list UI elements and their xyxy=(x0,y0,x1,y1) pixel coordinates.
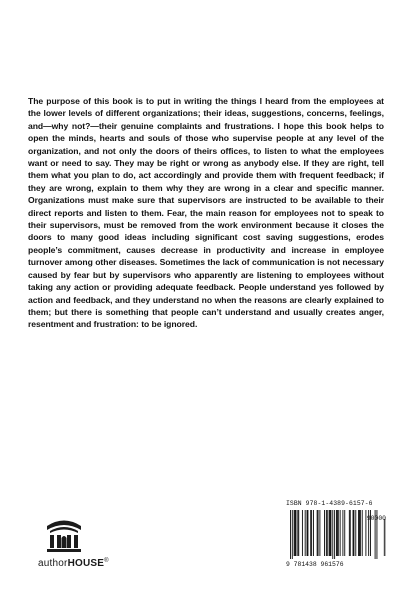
barcode-bar xyxy=(330,510,331,556)
registered-mark: ® xyxy=(104,558,109,564)
barcode-bar xyxy=(353,510,354,556)
barcode-bar xyxy=(362,510,363,556)
barcode-guard-bar xyxy=(290,510,291,559)
barcode-bar xyxy=(358,510,359,556)
barcode-bar xyxy=(318,510,319,556)
barcode-bar xyxy=(329,510,330,556)
publisher-imprint xyxy=(38,514,118,576)
barcode-bar xyxy=(317,510,318,556)
barcode-bar xyxy=(311,510,312,556)
isbn-barcode xyxy=(286,500,386,570)
publisher-name xyxy=(38,558,109,569)
barcode-bar xyxy=(319,510,320,556)
barcode-bar xyxy=(337,510,338,556)
barcode-bar xyxy=(327,510,328,556)
barcode-bar xyxy=(359,510,360,556)
barcode-bar xyxy=(350,510,351,556)
barcode-bar xyxy=(336,510,337,556)
back-cover-blurb: The purpose of this book is to put in writing the things I heard from the employees at the lower levels of different organizations; their ideas, suggestions, concerns, feelings, and—why not?—their genuine complaints and frustrations. I hope this book helps to open the minds, hearts and souls of those who supervise people at any level of the organization, and not only the doors of theirs offices, to listen to what the employees want or need to say. They may be right or wrong as anybody else. If they are right, tell them what you plan to do, act accordingly and provide them with frequent feedback; if they are wrong, explain to them why they are wrong in a clear and specific manner. Organizations must make sure that supervisors are instructed to be available to their direct reports and listen to them. Fear, the main reason for employees not to speak to their supervisors, must be removed from the work environment because it closes the doors to many good ideas including significant cost saving suggestions, erodes people’s commitment, causes decrease in productivity and increase in employee turnover among other diseases. Sometimes the lack of communication is not necessary caused by fear but by supervisors who apparently are listening to employees without taking any action or providing adequate feedback. People understand yes followed by action and feedback, and they understand no when the reasons are clearly explained to them; but there is something that people can’t understand and usually creates anger, resentment and frustration: to be ignored. xyxy=(28,96,384,330)
barcode-bar xyxy=(295,510,296,556)
barcode-bar xyxy=(360,510,361,556)
publisher-name-part2: HOUSE xyxy=(67,558,105,569)
barcode-bar xyxy=(302,510,303,556)
barcode-bar xyxy=(342,510,343,556)
barcode-bar xyxy=(353,510,354,556)
barcode-bar xyxy=(307,510,308,556)
barcode-bar xyxy=(297,510,298,556)
barcode-bar xyxy=(296,510,297,556)
barcode-bar xyxy=(340,510,341,556)
barcode-bar xyxy=(294,510,295,556)
building-logo-icon xyxy=(46,514,82,554)
barcode-bar xyxy=(307,510,308,556)
isbn-label: ISBN 978-1-4389-6157-6 xyxy=(286,500,373,507)
publisher-name-part1: author xyxy=(38,558,68,569)
barcode-bar xyxy=(349,510,350,556)
barcode-bar xyxy=(330,510,331,556)
ean-digits: 9 781438 961576 xyxy=(286,561,344,568)
barcode-bar xyxy=(298,510,299,556)
barcode-guard-bar xyxy=(332,510,333,559)
barcode-bar xyxy=(338,510,339,556)
barcode-bar xyxy=(305,510,306,556)
price-code: 90000 xyxy=(366,515,386,522)
barcode-bar xyxy=(324,510,325,556)
barcode-bar xyxy=(313,510,314,556)
barcode-bar xyxy=(355,510,356,556)
barcode-bar xyxy=(326,510,327,556)
addon-bar xyxy=(384,519,385,556)
barcode-guard-bar xyxy=(334,510,335,559)
barcode-bar xyxy=(310,510,311,556)
barcode-bar xyxy=(344,510,345,556)
barcode-guard-bar xyxy=(292,510,293,559)
